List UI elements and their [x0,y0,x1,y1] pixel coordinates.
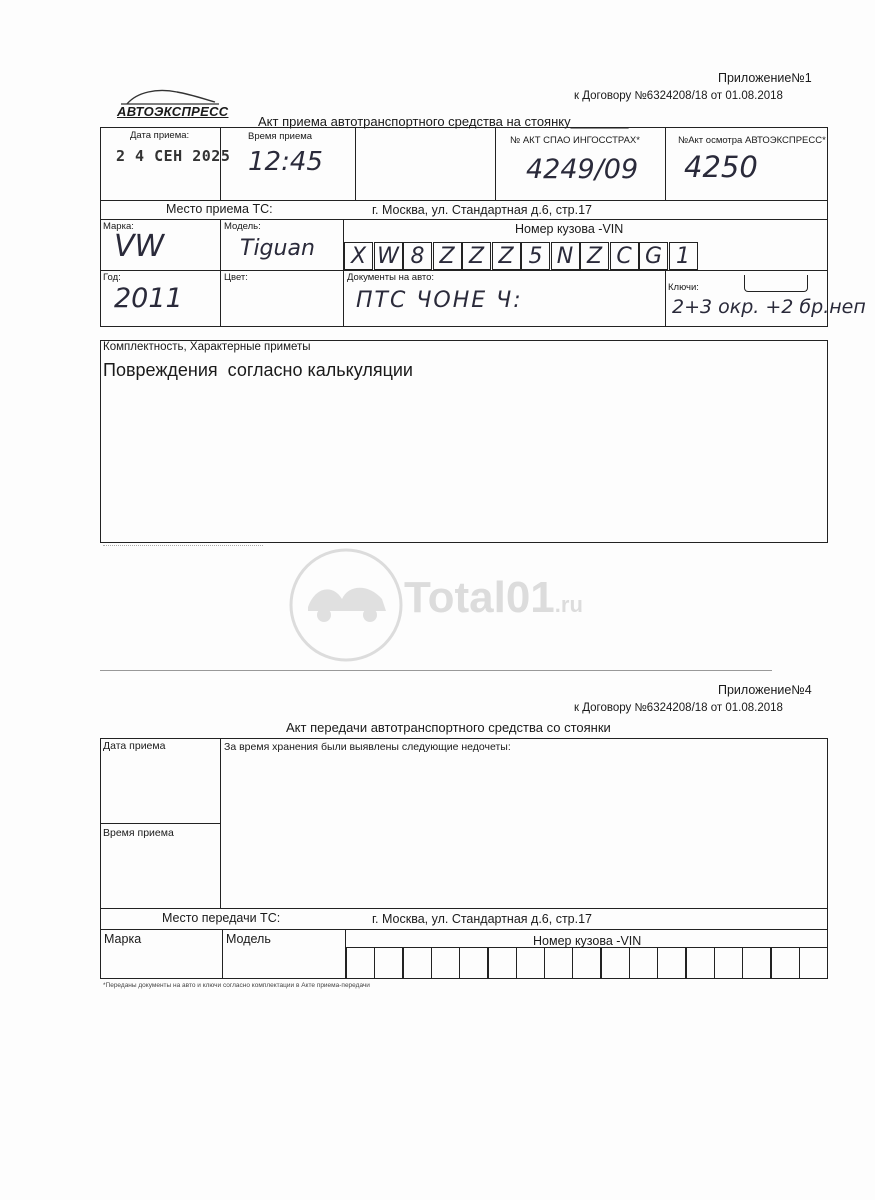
act1-year-label: Год: [103,272,121,283]
act1-place-label: Место приема ТС: [166,202,273,216]
vin-char-cell: Z [462,242,491,270]
vin-empty-cell [403,947,432,979]
act1-model-label: Модель: [224,221,261,232]
vin-char-cell: 8 [403,242,432,270]
vin-char-cell: Z [580,242,609,270]
act1-model-value: Tiguan [240,236,315,261]
vin-empty-cell [431,947,460,979]
act4-date-label: Дата приема [103,740,166,752]
watermark-logo-icon [286,545,406,665]
watermark [286,545,596,665]
act1-place-address: г. Москва, ул. Стандартная д.6, стр.17 [372,203,592,217]
act1-autoexp-value: 4250 [684,150,758,184]
act4-vin-cells [346,947,828,979]
vin-empty-cell [657,947,686,979]
act1-time-value: 12:45 [248,147,323,177]
act1-ingos-label: № АКТ СПАО ИНГОССТРАХ* [510,135,640,146]
vin-empty-cell [686,947,715,979]
section-divider [100,670,772,671]
vin-empty-cell [742,947,771,979]
vin-empty-cell [544,947,573,979]
faint-footnote-line [103,545,263,546]
vin-char-cell: X [344,242,373,270]
keys-bracket [744,275,808,292]
act1-damage-text: Повреждения согласно калькуляции [103,360,413,380]
act4-contract-ref: к Договору №6324208/18 от 01.08.2018 [574,702,783,714]
act1-ingos-value: 4249/09 [526,154,639,185]
act4-title: Акт передачи автотранспортного средства со стоянки [286,720,611,735]
vin-empty-cell [572,947,601,979]
act1-autoexp-label: №Акт осмотра АВТОЭКСПРЕСС* [678,135,826,146]
act1-time-label: Время приема [248,131,313,142]
act4-time-label: Время приема [103,827,174,839]
act1-docs-label: Документы на авто: [347,272,435,283]
act1-year-value: 2011 [114,283,183,314]
act1-title: Акт приема автотранспортного средства на стоянку________ [258,114,629,129]
act1-date-stamp: 2 4 СЕН 2025 [116,147,231,165]
autoexpress-logo [115,86,229,126]
vin-char-cell: 5 [521,242,550,270]
vin-empty-cell [346,947,375,979]
act1-contract-ref: к Договору №6324208/18 от 01.08.2018 [574,90,783,102]
act1-vin-cells [344,242,699,270]
vin-empty-cell [601,947,630,979]
act4-model-label: Модель [226,932,271,946]
act1-appendix: Приложение№1 [718,71,812,85]
act1-vin-label: Номер кузова -VIN [515,222,624,236]
act1-color-label: Цвет: [224,272,248,283]
vin-char-cell: 1 [669,242,698,270]
car-logo-icon [115,86,225,106]
vin-empty-cell [771,947,800,979]
act4-appendix: Приложение№4 [718,683,812,697]
vin-empty-cell [799,947,828,979]
act1-keys-value: 2+3 окр. +2 бр.неп [672,296,866,318]
vin-char-cell: Z [433,242,462,270]
vin-char-cell: G [639,242,668,270]
vin-empty-cell [374,947,403,979]
vin-empty-cell [459,947,488,979]
act1-docs-value: ПТС ЧОНЕ Ч: [356,288,523,313]
act1-date-label: Дата приема: [130,130,190,141]
act4-vin-label: Номер кузова -VIN [533,934,642,948]
act4-defects-label: За время хранения были выявлены следующие недочеты: [224,741,511,753]
act4-place-address: г. Москва, ул. Стандартная д.6, стр.17 [372,912,592,926]
vin-char-cell: N [551,242,580,270]
vin-empty-cell [516,947,545,979]
act1-keys-label: Ключи: [668,282,699,293]
vin-char-cell: W [374,242,403,270]
vin-empty-cell [629,947,658,979]
act4-place-label: Место передачи ТС: [162,911,281,925]
act4-footnote: *Переданы документы на авто и ключи согласно комплектации в Акте приема-передачи [103,982,370,989]
vin-char-cell: C [610,242,639,270]
watermark-text: Total01.ru [404,573,583,622]
act1-equipment-label: Комплектность, Характерные приметы [103,341,311,353]
act1-make-value: VW [114,229,165,264]
vin-empty-cell [714,947,743,979]
act1-make-label: Марка: [103,221,134,232]
vin-char-cell: Z [492,242,521,270]
act4-make-label: Марка [104,932,142,946]
logo-text: АВТОЭКСПРЕСС [117,104,229,119]
vin-empty-cell [488,947,517,979]
